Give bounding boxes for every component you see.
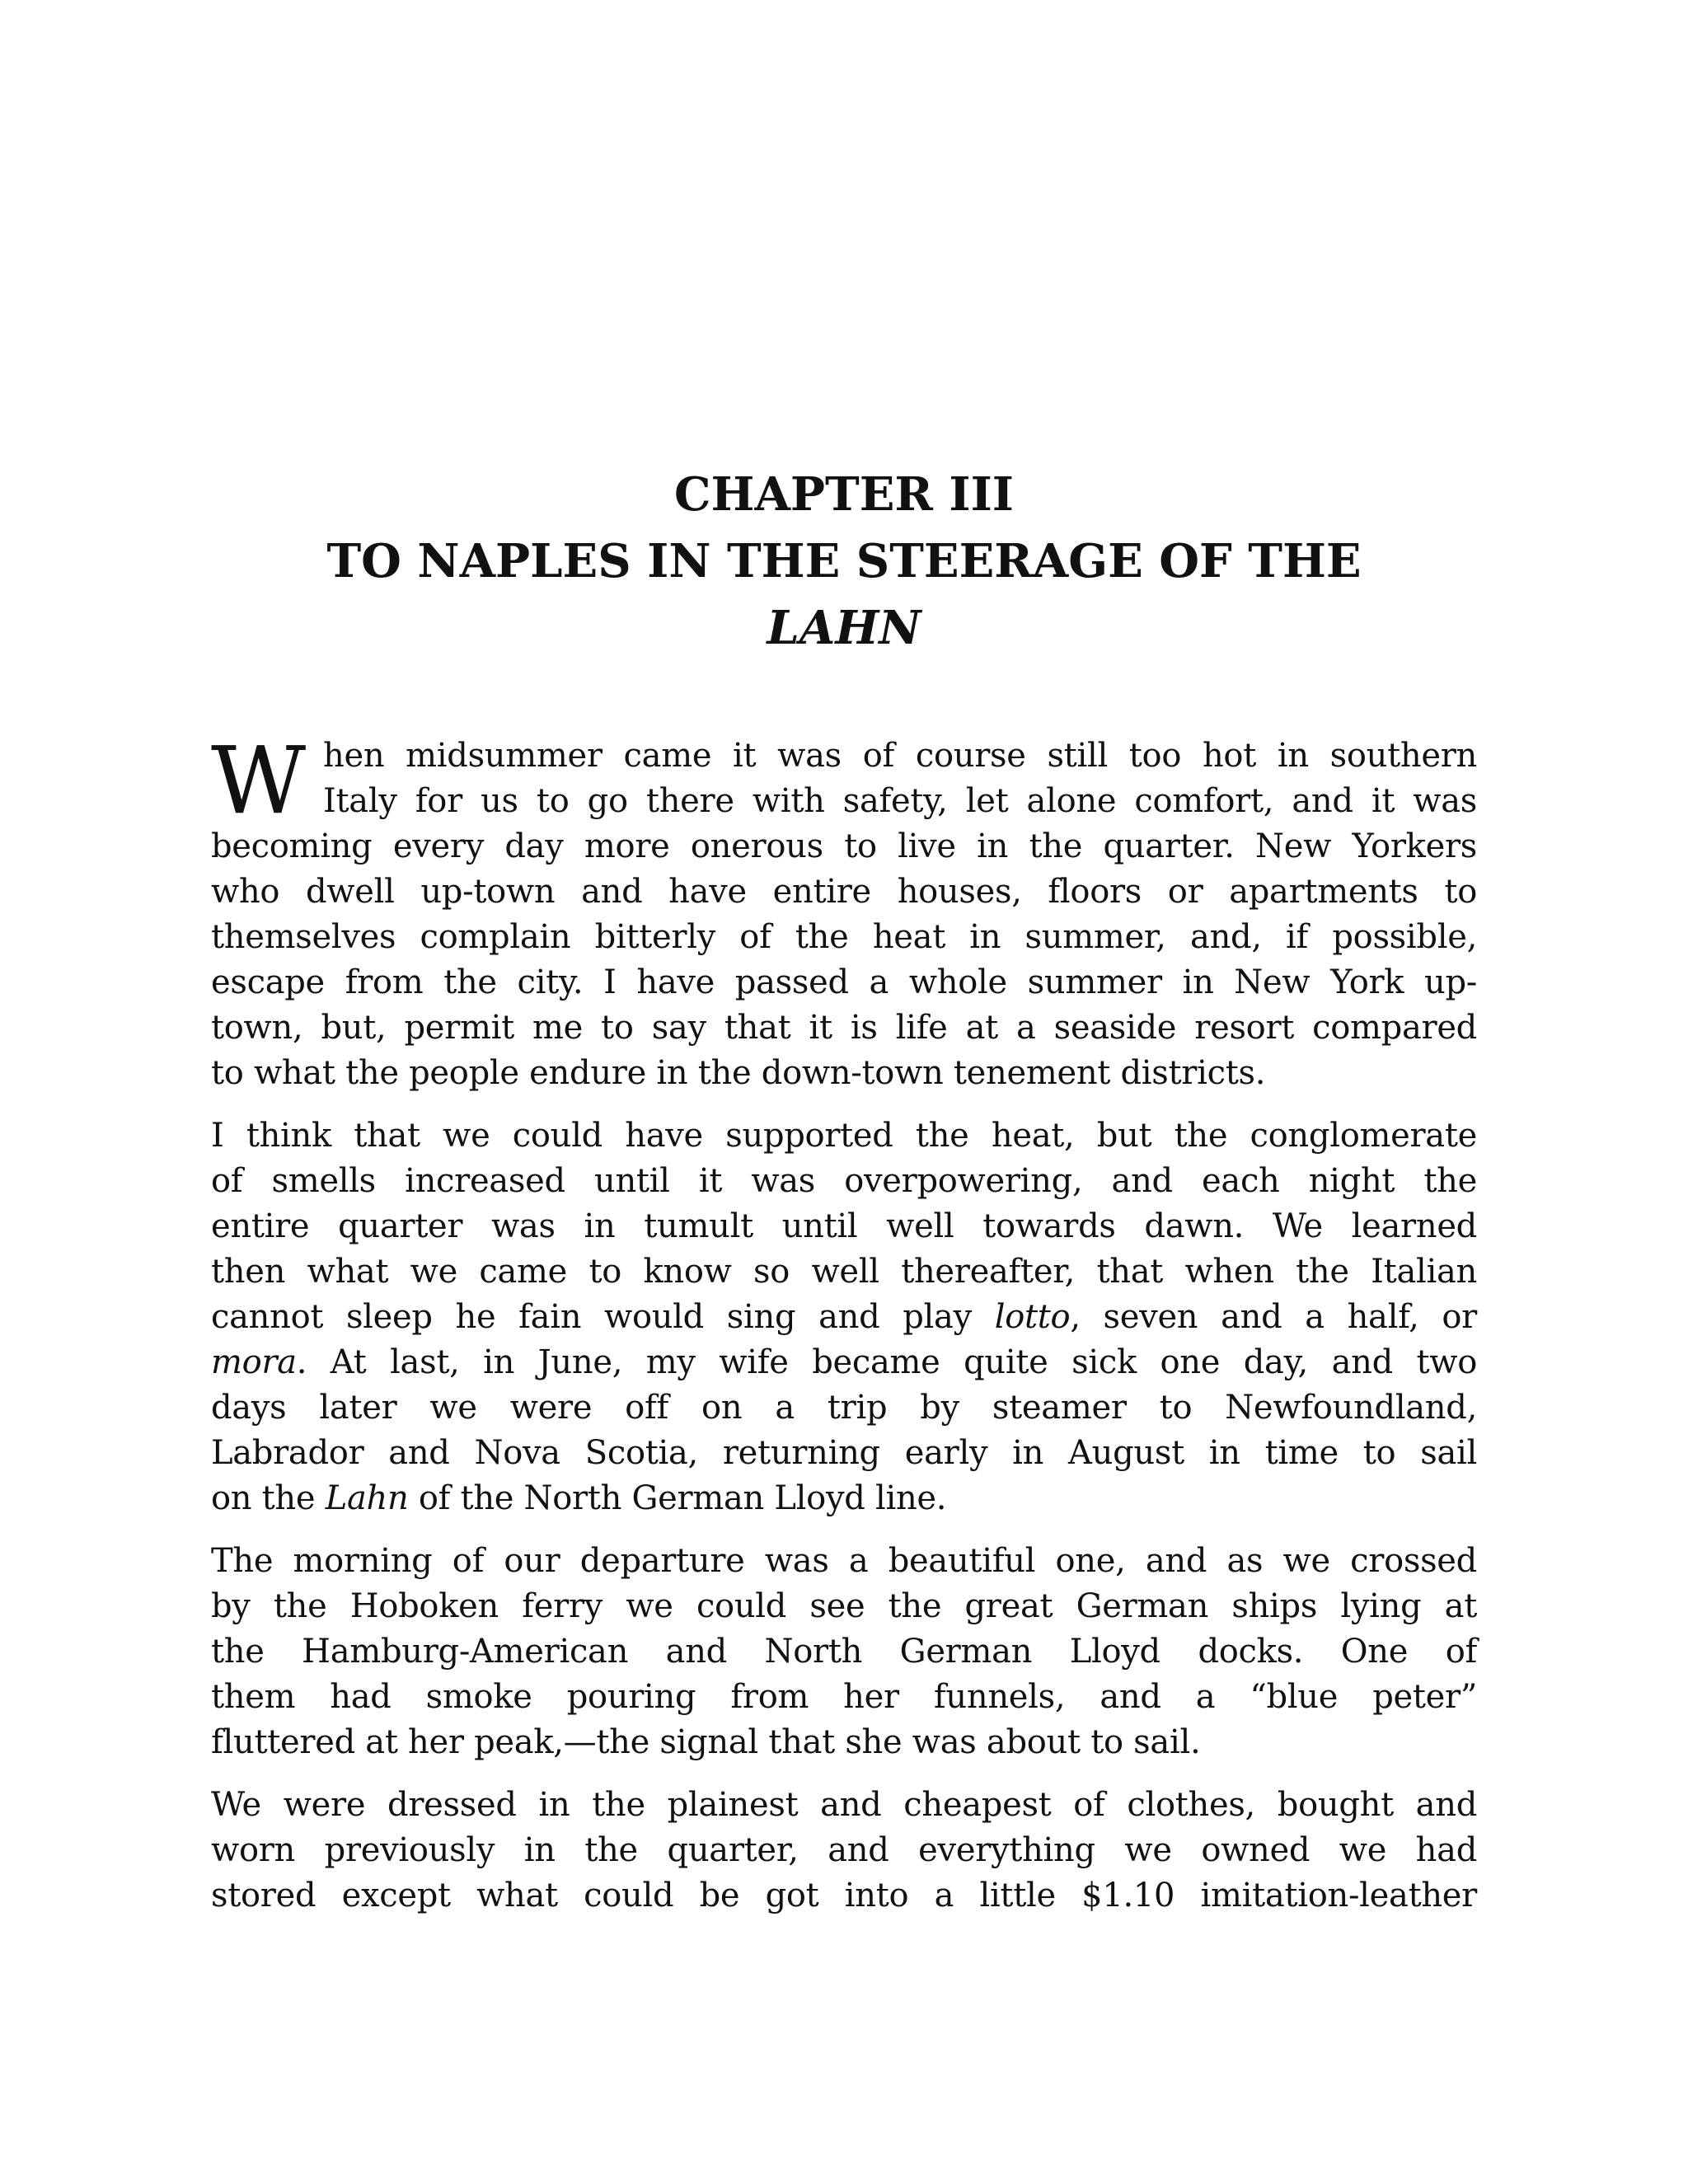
paragraph-line: escape from the city. I have passed a whole summer in New York up- — [211, 963, 1477, 1001]
text-run: , seven and a half, or — [1070, 1298, 1477, 1336]
paragraph-line — [211, 1295, 1477, 1340]
paragraph-line: fluttered at her peak,—the signal that she was about to sail. — [211, 1723, 1201, 1761]
italic-ship-name: Lahn — [325, 1479, 409, 1517]
paragraph-line: themselves complain bitterly of the heat in summer, and, if possible, — [211, 918, 1477, 956]
italic-term-lotto: lotto — [994, 1298, 1071, 1336]
paragraph-line: Labrador and Nova Scotia, returning early in August in time to sail — [211, 1434, 1477, 1472]
paragraph-line: becoming every day more onerous to live in the quarter. New Yorkers — [211, 827, 1477, 865]
paragraph-line: by the Hoboken ferry we could see the great German ships lying at — [211, 1587, 1477, 1625]
paragraph-line — [211, 1340, 1477, 1385]
paragraph-line: of smells increased until it was overpowering, and each night the — [211, 1162, 1477, 1200]
paragraph-line: We were dressed in the plainest and cheapest of clothes, bought and — [211, 1786, 1477, 1824]
text-run: cannot sleep he fain would sing and play — [211, 1298, 995, 1336]
paragraph-line: I think that we could have supported the heat, but the conglomerate — [211, 1117, 1477, 1155]
chapter-body — [211, 728, 1477, 1936]
paragraph-line: hen midsummer came it was of course still too hot in southern — [323, 737, 1477, 775]
paragraph-line: The morning of our departure was a beautiful one, and as we crossed — [211, 1542, 1477, 1580]
paragraph-1 — [211, 728, 1477, 1096]
paragraph-2 — [211, 1113, 1477, 1521]
italic-term-mora: mora — [211, 1343, 297, 1381]
paragraph-line: to what the people endure in the down-town tenement districts. — [211, 1054, 1266, 1092]
paragraph-line: then what we came to know so well thereafter, that when the Italian — [211, 1253, 1477, 1291]
paragraph-line: town, but, permit me to say that it is life at a seaside resort compared — [211, 1009, 1477, 1047]
paragraph-line: days later we were off on a trip by steamer to Newfoundland, — [211, 1389, 1477, 1427]
paragraph-line — [211, 1476, 1477, 1521]
paragraph-line: who dwell up-town and have entire houses, floors or apartments to — [211, 873, 1477, 911]
drop-cap: W — [211, 728, 306, 835]
book-page — [211, 0, 1477, 2184]
paragraph-line: worn previously in the quarter, and everything we owned we had — [211, 1831, 1477, 1869]
chapter-title-line-1: TO NAPLES IN THE STEERAGE OF THE — [326, 534, 1362, 588]
paragraph-line: entire quarter was in tumult until well towards dawn. We learned — [211, 1207, 1477, 1245]
paragraph-line: them had smoke pouring from her funnels, and a “blue peter” — [211, 1678, 1477, 1716]
paragraph-line: Italy for us to go there with safety, let alone comfort, and it was — [323, 782, 1477, 820]
text-run: on the — [211, 1479, 326, 1517]
paragraph-line: stored except what could be got into a little $1.10 imitation-leather — [211, 1877, 1477, 1915]
paragraph-3 — [211, 1539, 1477, 1765]
paragraph-line: the Hamburg-American and North German Lloyd docks. One of — [211, 1633, 1477, 1671]
chapter-title-line-2: LAHN — [767, 601, 921, 655]
text-run: . At last, in June, my wife became quite sick one day, and two — [296, 1343, 1477, 1381]
paragraph-4 — [211, 1783, 1477, 1919]
chapter-heading — [211, 462, 1477, 662]
text-run: of the North German Lloyd line. — [408, 1479, 947, 1517]
chapter-number: CHAPTER III — [673, 467, 1014, 522]
